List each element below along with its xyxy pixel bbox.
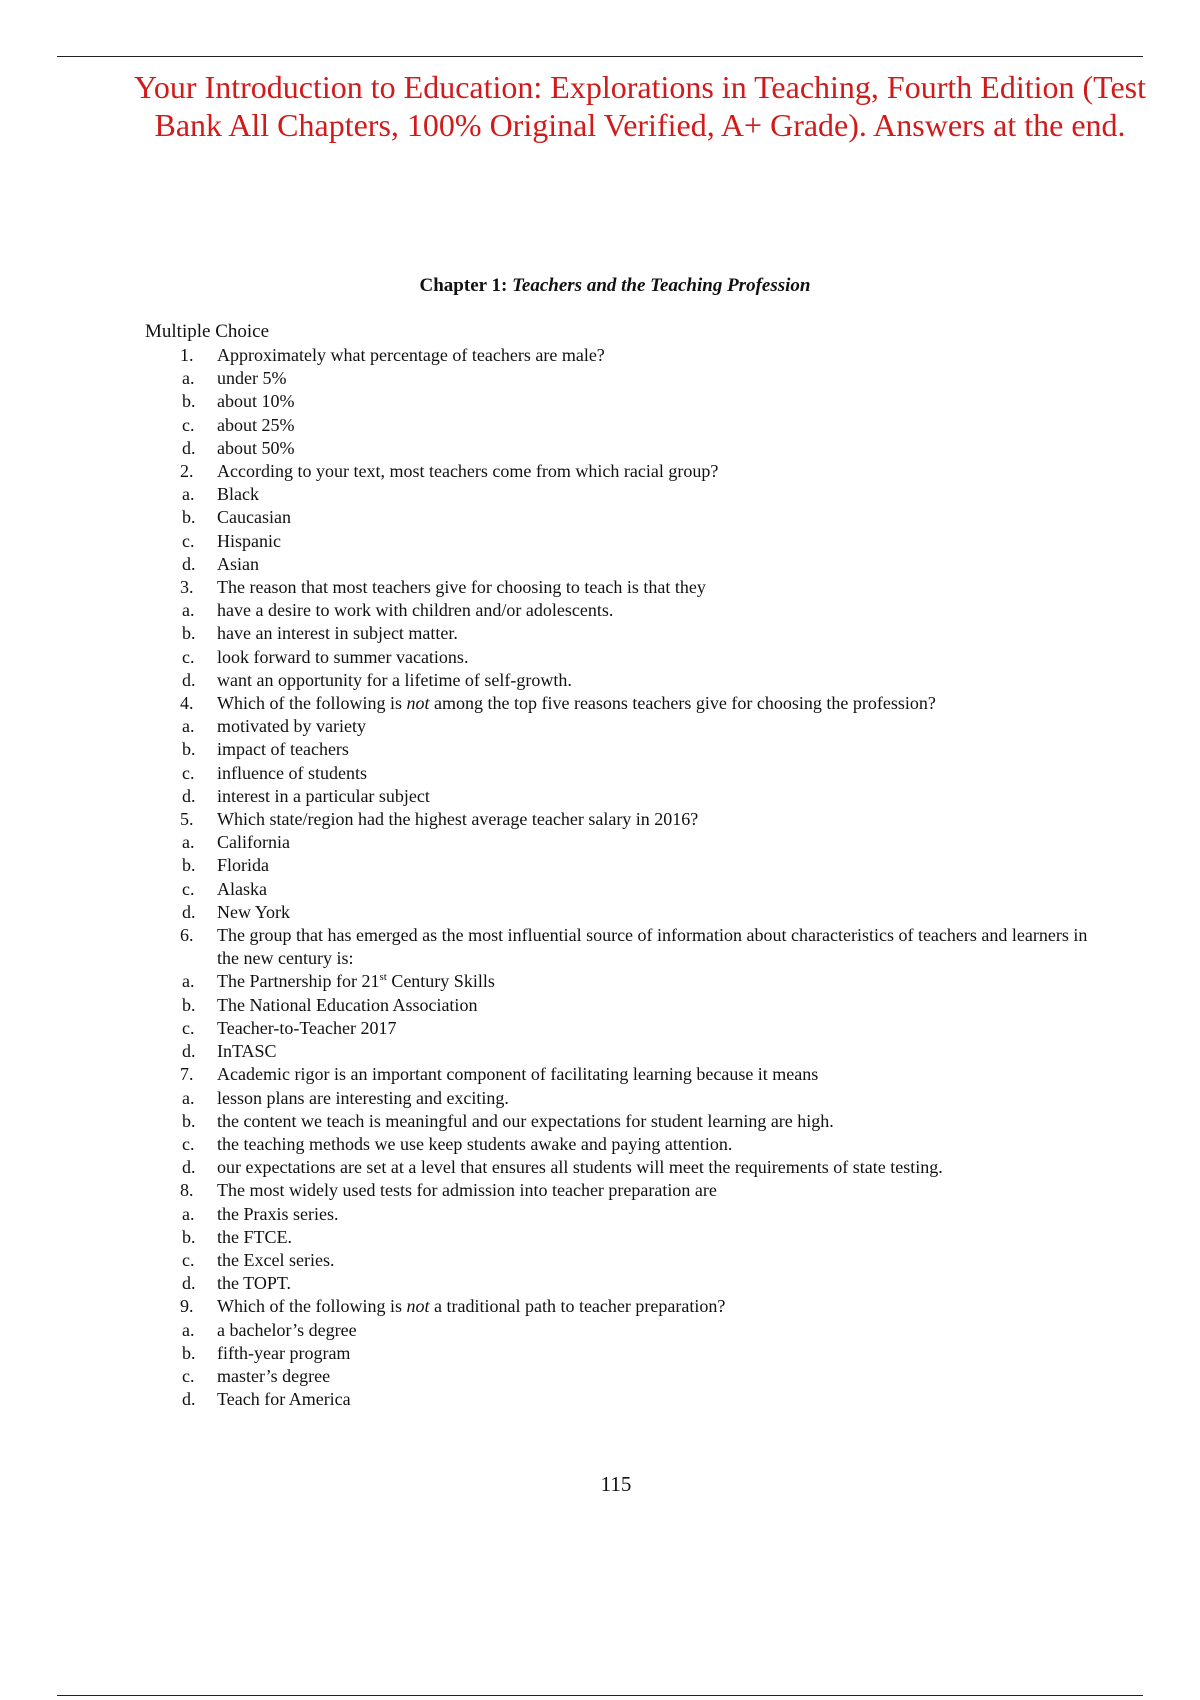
option-text: motivated by variety — [217, 716, 366, 737]
question-text-post: among the top five reasons teachers give for choosing the profession? — [429, 693, 936, 714]
chapter-heading — [0, 274, 1200, 298]
option-text: the TOPT. — [217, 1273, 292, 1294]
question-number: 5. — [180, 809, 194, 830]
option-letter: c. — [182, 1249, 195, 1270]
options-7 — [145, 1087, 1095, 1180]
question-text: Academic rigor is an important component of facilitating learning because it means — [217, 1064, 819, 1085]
question-number: 7. — [180, 1064, 194, 1085]
option — [145, 1110, 1095, 1133]
question-text-emphasis: not — [406, 1296, 430, 1317]
option-letter: c. — [182, 1133, 195, 1154]
option-text: New York — [217, 901, 291, 922]
option — [145, 530, 1095, 553]
option-text: influence of students — [217, 762, 367, 783]
option — [145, 506, 1095, 529]
option — [145, 1319, 1095, 1342]
question-number: 9. — [180, 1296, 194, 1317]
option-letter: d. — [182, 1273, 196, 1294]
option-text: Teacher-to-Teacher 2017 — [217, 1017, 397, 1038]
option-letter: c. — [182, 1365, 195, 1386]
question-text-post: a traditional path to teacher preparation? — [429, 1296, 726, 1317]
question-list — [145, 344, 1095, 1411]
question-number: 3. — [180, 577, 194, 598]
option-text: Alaska — [217, 878, 267, 899]
option-letter: a. — [182, 1087, 195, 1108]
option-text: about 10% — [217, 391, 295, 412]
option — [145, 599, 1095, 622]
chapter-label: Chapter 1: — [419, 275, 508, 296]
option — [145, 1365, 1095, 1388]
option-text: look forward to summer vacations. — [217, 646, 469, 667]
option-letter: a. — [182, 1203, 195, 1224]
option-text: Black — [217, 484, 259, 505]
option — [145, 970, 1095, 993]
option-letter: a. — [182, 484, 195, 505]
option — [145, 1017, 1095, 1040]
option-text: fifth-year program — [217, 1342, 351, 1363]
option-letter: a. — [182, 716, 195, 737]
options-1 — [145, 367, 1095, 460]
option-text: about 25% — [217, 414, 295, 435]
option-letter: c. — [182, 762, 195, 783]
option — [145, 1156, 1095, 1179]
question-number: 2. — [180, 461, 194, 482]
option-letter: b. — [182, 623, 196, 644]
option-letter: c. — [182, 414, 195, 435]
option-text: Asian — [217, 553, 259, 574]
option-text: want an opportunity for a lifetime of self-growth. — [217, 669, 572, 690]
question-text: Approximately what percentage of teachers are male? — [217, 345, 605, 365]
options-6 — [145, 970, 1095, 1063]
option — [145, 1226, 1095, 1249]
question-text-pre: Which of the following is — [217, 1296, 407, 1317]
option-letter: a. — [182, 971, 195, 992]
option-text: about 50% — [217, 437, 295, 458]
question-2 — [145, 460, 1095, 483]
question-4 — [145, 692, 1095, 715]
option — [145, 1249, 1095, 1272]
option-text: InTASC — [217, 1041, 277, 1062]
option-letter: a. — [182, 832, 195, 853]
option — [145, 878, 1095, 901]
option-text: have a desire to work with children and/or adolescents. — [217, 600, 614, 621]
option — [145, 646, 1095, 669]
option-text: the teaching methods we use keep students awake and paying attention. — [217, 1133, 733, 1154]
options-2 — [145, 483, 1095, 576]
option-letter: b. — [182, 994, 196, 1015]
option-text: California — [217, 832, 290, 853]
question-number: 8. — [180, 1180, 194, 1201]
option — [145, 622, 1095, 645]
question-text — [217, 693, 936, 713]
option-letter: d. — [182, 553, 196, 574]
chapter-title: Teachers and the Teaching Profession — [512, 275, 811, 296]
option-letter: d. — [182, 1041, 196, 1062]
question-number: 1. — [180, 345, 194, 365]
options-3 — [145, 599, 1095, 692]
question-7 — [145, 1063, 1095, 1086]
option — [145, 1203, 1095, 1226]
option — [145, 1087, 1095, 1110]
option — [145, 785, 1095, 808]
option — [145, 483, 1095, 506]
question-text — [217, 1296, 725, 1316]
option-letter: c. — [182, 530, 195, 551]
question-text-pre: Which of the following is — [217, 693, 407, 714]
option-text: the content we teach is meaningful and our expectations for student learning are high. — [217, 1110, 834, 1131]
option-text: lesson plans are interesting and exciting. — [217, 1087, 509, 1108]
option-text-pre: The Partnership for 21 — [217, 971, 380, 992]
ordinal-suffix: st — [379, 971, 387, 984]
option-letter: a. — [182, 600, 195, 621]
option — [145, 1272, 1095, 1295]
question-8 — [145, 1179, 1095, 1202]
option-letter: c. — [182, 646, 195, 667]
option-text: a bachelor’s degree — [217, 1319, 357, 1340]
option — [145, 367, 1095, 390]
option-text: the FTCE. — [217, 1226, 292, 1247]
option-letter: d. — [182, 785, 196, 806]
option-letter: d. — [182, 901, 196, 922]
question-text: The reason that most teachers give for choosing to teach is that they — [217, 577, 706, 598]
option-letter: b. — [182, 739, 196, 760]
option-text: Florida — [217, 855, 269, 876]
option — [145, 738, 1095, 761]
option-letter: d. — [182, 669, 196, 690]
question-6 — [145, 924, 1095, 970]
option-letter: b. — [182, 855, 196, 876]
question-5 — [145, 808, 1095, 831]
question-text: According to your text, most teachers come from which racial group? — [217, 461, 719, 482]
question-text: The group that has emerged as the most influential source of information about characteristics of teachers and learners in the new century is: — [217, 925, 1088, 969]
option-letter: d. — [182, 437, 196, 458]
option-text — [217, 971, 495, 991]
option — [145, 437, 1095, 460]
option-text: The National Education Association — [217, 994, 478, 1015]
options-8 — [145, 1203, 1095, 1296]
question-number: 4. — [180, 693, 194, 714]
option — [145, 553, 1095, 576]
options-5 — [145, 831, 1095, 924]
document-title: Your Introduction to Education: Explorations in Teaching, Fourth Edition (Test Bank All Chapters, 100% Original Verified, A+ Grade). Answers at the end. — [134, 69, 1146, 143]
option-text: Teach for America — [217, 1389, 351, 1410]
top-rule — [57, 56, 1143, 57]
option-letter: b. — [182, 1226, 196, 1247]
option-text: our expectations are set at a level that ensures all students will meet the requirements of state testing. — [217, 1157, 943, 1178]
section-label: Multiple Choice — [145, 321, 270, 342]
option — [145, 762, 1095, 785]
option — [145, 831, 1095, 854]
option — [145, 1040, 1095, 1063]
question-9 — [145, 1295, 1095, 1318]
option-text: have an interest in subject matter. — [217, 623, 458, 644]
option — [145, 901, 1095, 924]
option-text: impact of teachers — [217, 739, 349, 760]
option — [145, 1133, 1095, 1156]
option-text: Caucasian — [217, 507, 291, 528]
option-text: interest in a particular subject — [217, 785, 430, 806]
page-number: 115 — [600, 1472, 632, 1496]
option — [145, 414, 1095, 437]
option-text: under 5% — [217, 368, 287, 389]
option — [145, 994, 1095, 1017]
options-4 — [145, 715, 1095, 808]
option-text: the Praxis series. — [217, 1203, 339, 1224]
option-letter: b. — [182, 391, 196, 412]
option — [145, 669, 1095, 692]
option — [145, 715, 1095, 738]
option — [145, 1388, 1095, 1411]
question-text: Which state/region had the highest average teacher salary in 2016? — [217, 809, 699, 830]
option-text: Hispanic — [217, 530, 281, 551]
option-letter: a. — [182, 1319, 195, 1340]
question-text: The most widely used tests for admission into teacher preparation are — [217, 1180, 717, 1201]
option-letter: b. — [182, 1342, 196, 1363]
question-1 — [145, 344, 1095, 367]
option-letter: c. — [182, 878, 195, 899]
option-letter: d. — [182, 1157, 196, 1178]
option-letter: b. — [182, 507, 196, 528]
option-text-post: Century Skills — [386, 971, 495, 992]
option-letter: c. — [182, 1017, 195, 1038]
option — [145, 390, 1095, 413]
option-letter: b. — [182, 1110, 196, 1131]
question-text-emphasis: not — [406, 693, 430, 714]
option-text: master’s degree — [217, 1365, 331, 1386]
option — [145, 854, 1095, 877]
option-text: the Excel series. — [217, 1249, 335, 1270]
question-3 — [145, 576, 1095, 599]
bottom-rule — [57, 1695, 1143, 1696]
question-number: 6. — [180, 925, 194, 946]
option-letter: a. — [182, 368, 195, 389]
options-9 — [145, 1319, 1095, 1412]
option-letter: d. — [182, 1389, 196, 1410]
option — [145, 1342, 1095, 1365]
